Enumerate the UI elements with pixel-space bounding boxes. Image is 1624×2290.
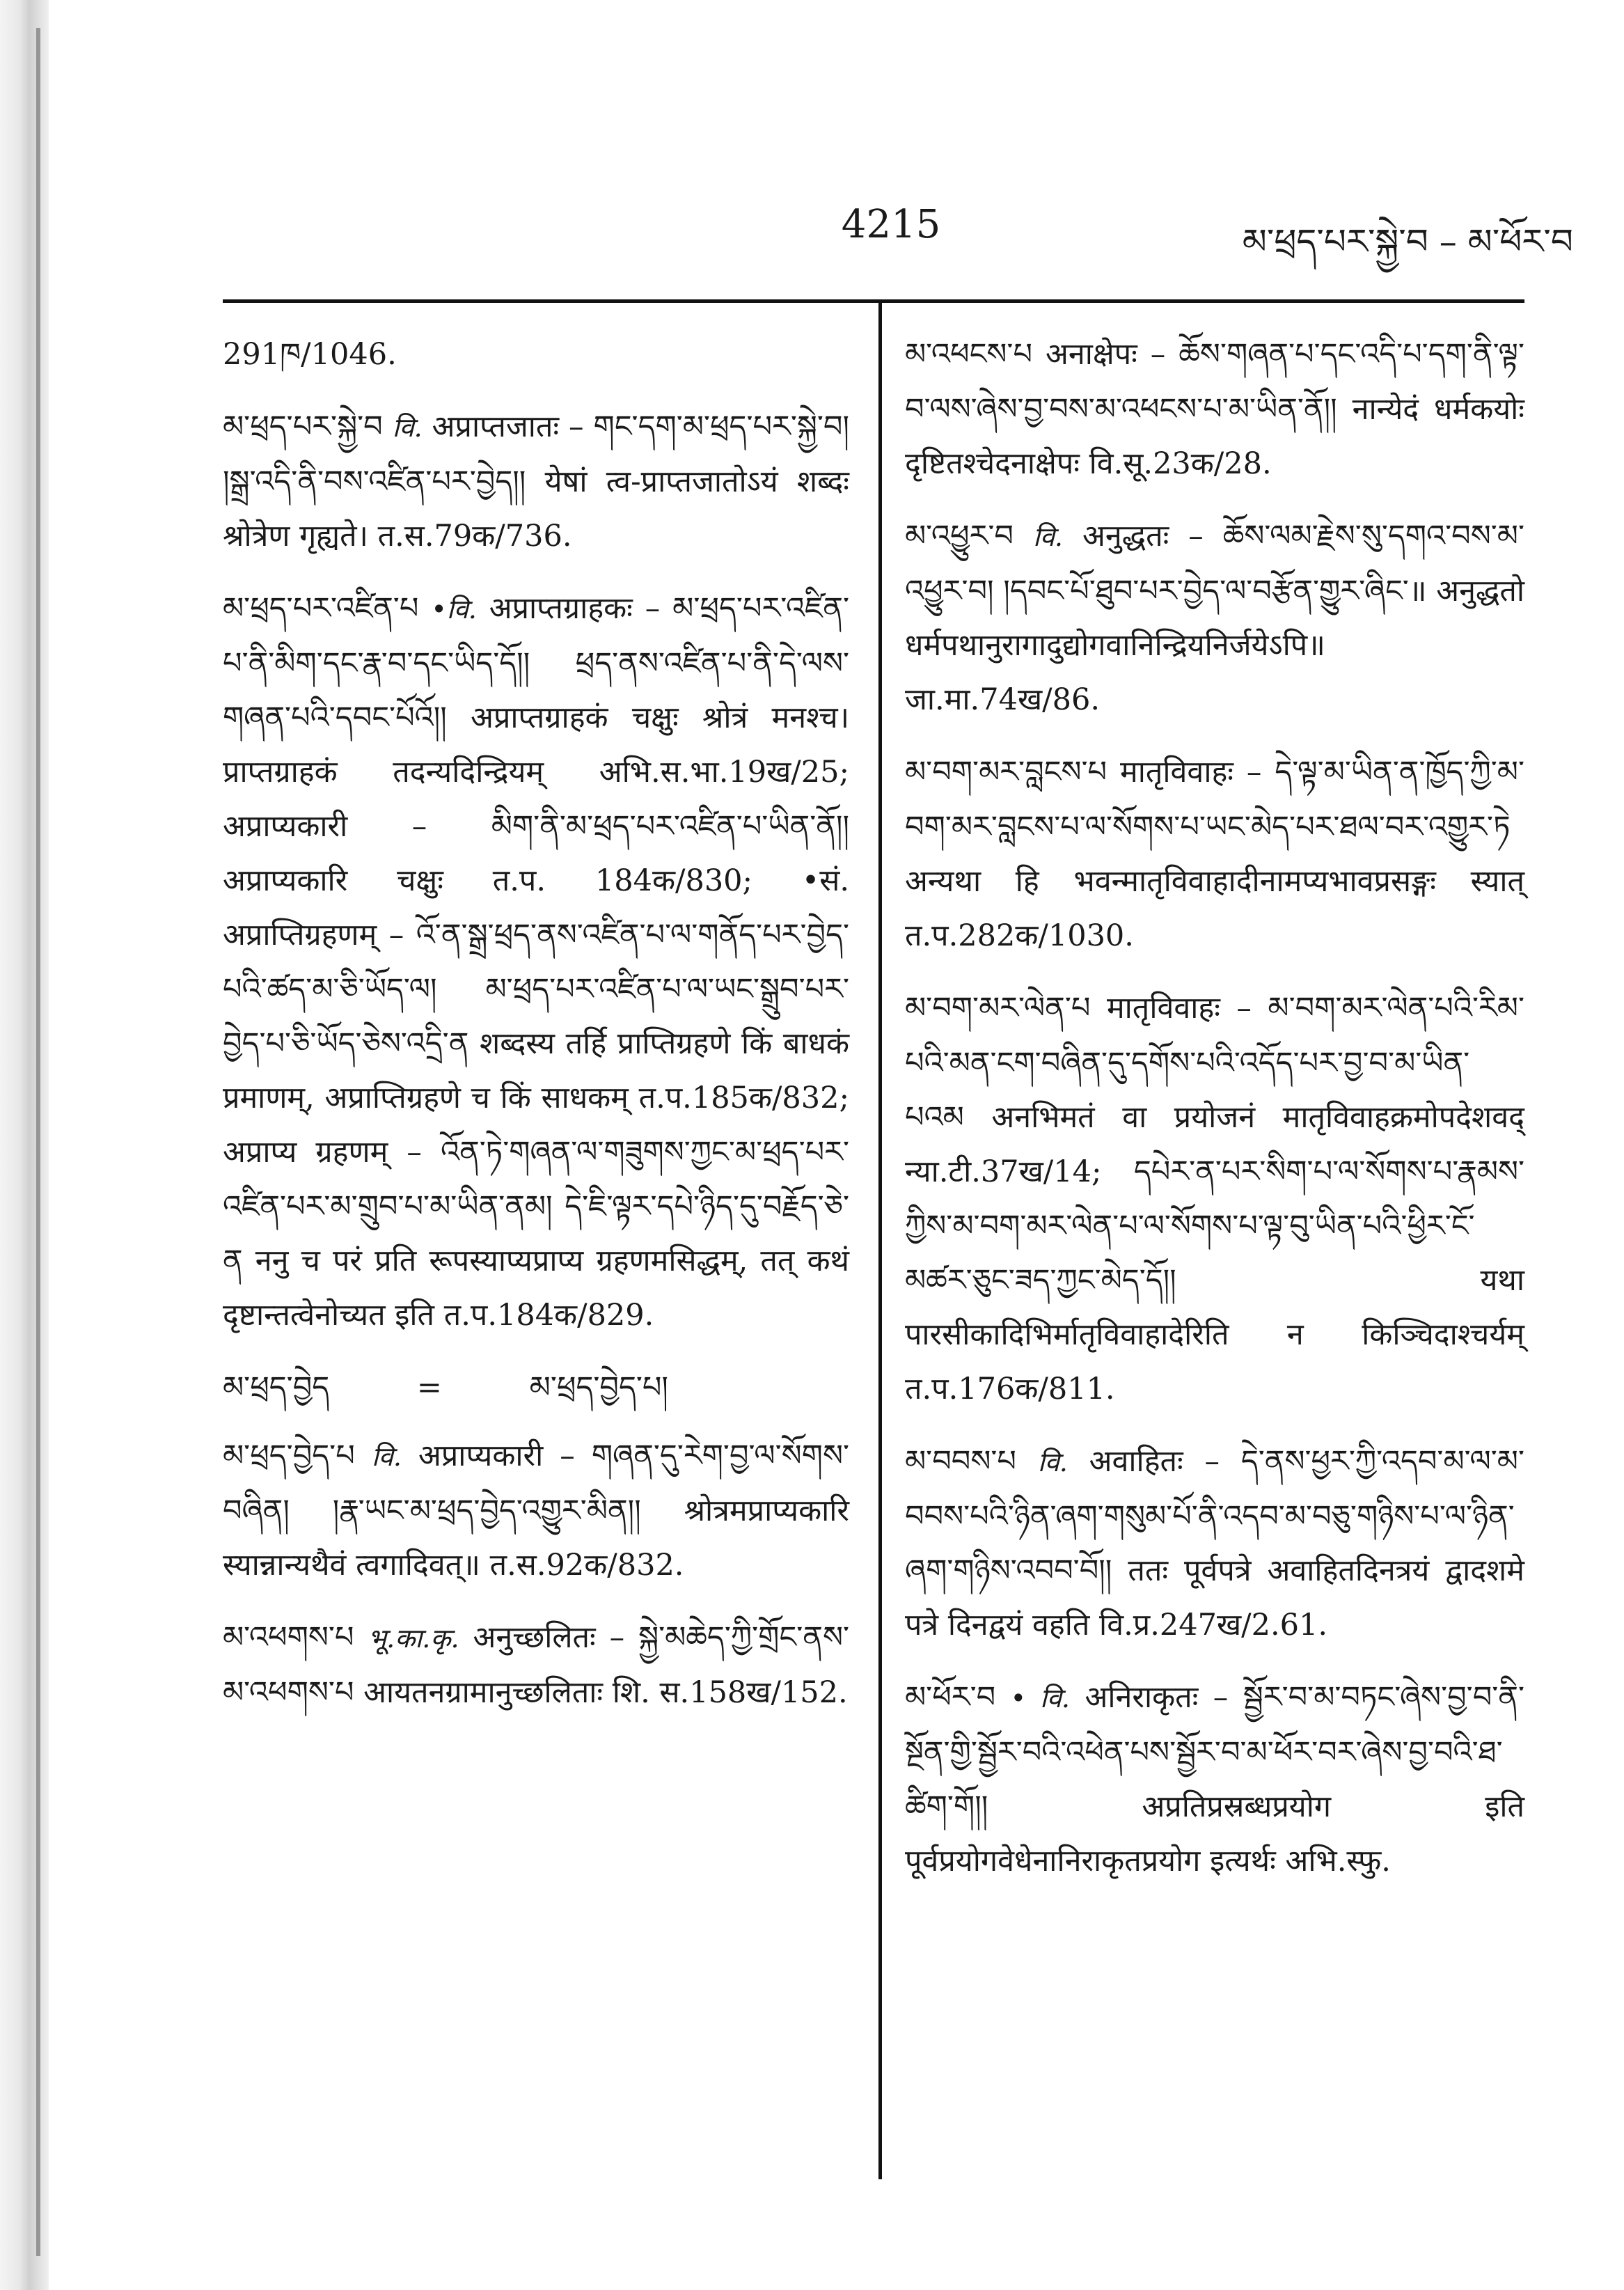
entry-grammar: वि. xyxy=(1032,521,1064,552)
dictionary-entry xyxy=(905,745,1524,963)
entry-body: अनाक्षेपः – ཆོས་གཞན་པ་དང་འདི་པ་དག་ནི་ལྟ་བ་ལས་ཞེས་བྱ་བས་མ་འཕངས་པ་མ་ཡིན་ནོ།། नान्येदं धर्मकयोः दृष्टितश्चेदनाक्षेपः वि.सू.23क/28. xyxy=(905,337,1524,481)
crossref-target: མ་ཕྲད་བྱེད་པ། xyxy=(529,1370,668,1405)
entry-grammar: •वि. xyxy=(431,594,477,625)
entry-body: अनुद्धतः – ཆོས་ལམ་རྗེས་སུ་དགའ་བས་མ་འཕྱུར་བ། །དབང་པོ་ཐུབ་པར་བྱེད་ལ་བརྩོན་གྱུར་ཞིང་॥ अनुद्धतो धर्मपथानुरागादुद्योगवानिन्द्रियनिर्जयेऽपि॥ जा.मा.74ख/86. xyxy=(905,519,1524,717)
entry-body: अवाहितः – དེ་ནས་ཕྱར་ཀྱི་འདབ་མ་ལ་མ་བབས་པའི་ཉིན་ཞག་གསུམ་པོ་ནི་འདབ་མ་བཅུ་གཉིས་པ་ལ་ཉིན་ཞག་གཉིས་འབབ་བོ།། ततः पूर्वपत्रे अवाहितदिनत्रयं द्वादशमे पत्रे दिनद्वयं वहति वि.प्र.247ख/2.61. xyxy=(905,1444,1524,1642)
continuation-ref: 291ཁ/1046. xyxy=(223,337,397,372)
entry-grammar: वि. xyxy=(392,412,423,443)
dictionary-entry xyxy=(905,1434,1524,1652)
entry-headword: མ་འཕགས་པ xyxy=(223,1620,354,1655)
entry-headword: མ་འཕྱུར་བ xyxy=(905,519,1014,554)
entry-headword: མ་ཕྲད་པར་སྐྱེ་བ xyxy=(223,409,383,444)
entry-grammar: वि. xyxy=(1037,1447,1068,1477)
entry-body: मातृविवाहः – དེ་ལྟ་མ་ཡིན་ན་ཁྱོད་ཀྱི་མ་བག་མར་བླངས་པ་ལ་སོགས་པ་ཡང་མེད་པར་ཐལ་བར་འགྱུར་ཏེ अन्यथा हि भवन्मातृविवाहादीनामप्यभावप्रसङ्गः स्यात् त.प.282क/1030. xyxy=(905,755,1524,953)
entry-headword: མ་ཕོར་བ xyxy=(905,1680,996,1715)
right-column xyxy=(905,327,1524,1906)
header-rule xyxy=(223,299,1524,303)
entry-grammar: • वि. xyxy=(1010,1683,1071,1713)
left-column xyxy=(223,327,849,1738)
entry-grammar: वि. xyxy=(371,1441,402,1472)
running-head: མ་ཕྲད་པར་སྐྱེ་བ – མ་ཕོར་བ xyxy=(1242,221,1573,262)
crossref-head: མ་ཕྲད་བྱེད xyxy=(223,1370,330,1405)
dictionary-entry xyxy=(905,509,1524,727)
dictionary-entry xyxy=(223,1429,849,1592)
entry-headword: མ་ཕྲད་པར་འཛིན་པ xyxy=(223,591,419,626)
entry-headword: མ་བབས་པ xyxy=(905,1444,1016,1479)
page-number: 4215 xyxy=(841,202,941,247)
entry-headword: མ་བག་མར་བླངས་པ xyxy=(905,755,1107,790)
column-divider xyxy=(878,299,882,2179)
entry-headword: མ་བག་མར་ལེན་པ xyxy=(905,991,1091,1026)
entry-body: अप्राप्यकारी – གཞན་དུ་རེག་བྱ་ལ་སོགས་བཞིན། །རྣ་ཡང་མ་ཕྲད་བྱེད་འགྱུར་མིན།། श्रोत्रमप्राप्यकारि स्यान्नान्यथैवं त्वगादिवत्॥ त.स.92क/832. xyxy=(223,1438,849,1583)
book-binding-edge xyxy=(0,0,49,2290)
entry-body: अप्राप्तजातः – གང་དག་མ་ཕྲད་པར་སྐྱེ་བ། །སྒྲ་འདི་ནི་བས་འཛིན་པར་བྱེད།། येषां त्व-प्राप्तजातोऽयं शब्दः श्रोत्रेण गृह्यते। त.स.79क/736. xyxy=(223,409,850,554)
dictionary-entry xyxy=(223,1610,849,1720)
entry-headword: མ་ཕྲད་བྱེད་པ xyxy=(223,1438,355,1473)
dictionary-entry xyxy=(223,400,849,563)
dictionary-entry xyxy=(905,327,1524,491)
crossref-sign: = xyxy=(416,1370,442,1405)
entry-headword: མ་འཕངས་པ xyxy=(905,337,1033,372)
dictionary-entry xyxy=(223,581,849,1342)
dictionary-entry xyxy=(905,1670,1524,1888)
entry-body: अप्राप्तग्राहकः – མ་ཕྲད་པར་འཛིན་པ་ནི་མིག་དང་རྣ་བ་དང་ཡིད་དོ།། ཕྲད་ནས་འཛིན་པ་ནི་དེ་ལས་གཞན་པའི་དབང་པོའོ།། अप्राप्तग्राहकं चक्षुः श्रोत्रं मनश्च। प्राप्तग्राहकं तदन्यदिन्द्रियम् अभि.स.भा.19ख/25; अप्राप्यकारी – མིག་ནི་མ་ཕྲད་པར་འཛིན་པ་ཡིན་ནོ།། अप्राप्यकारि चक्षुः त.प. 184क/830; •सं. अप्राप्तिग्रहणम् – འོ་ན་སྒྲ་ཕྲད་ནས་འཛིན་པ་ལ་གནོད་པར་བྱེད་པའི་ཚད་མ་ཅི་ཡོད་ལ། མ་ཕྲད་པར་འཛིན་པ་ལ་ཡང་སྒྲུབ་པར་བྱེད་པ་ཅི་ཡོད་ཅེས་འདྲི་ན शब्दस्य तर्हि प्राप्तिग्रहणे किं बाधकं प्रमाणम्, अप्राप्तिग्रहणे च किं साधकम् त.प.185क/832; अप्राप्य ग्रहणम् – འོན་ཏེ་གཞན་ལ་གཟུགས་ཀྱང་མ་ཕྲད་པར་འཛིན་པར་མ་གྲུབ་པ་མ་ཡིན་ནམ། དེ་ཇི་ལྟར་དཔེ་ཉིད་དུ་བརྗོད་ཅེ་ན ननु च परं प्रति रूपस्याप्यप्राप्य ग्रहणमसिद्धम्, तत् कथं दृष्टान्तत्वेनोच्यत इति त.प.184क/829. xyxy=(223,591,850,1333)
entry-grammar: भू.का.कृ. xyxy=(368,1623,459,1654)
dictionary-entry xyxy=(905,981,1524,1416)
cross-reference xyxy=(223,1360,668,1415)
entry-body: मातृविवाहः – མ་བག་མར་ལེན་པའི་རིམ་པའི་མན་ངག་བཞིན་དུ་དགོས་པའི་འདོད་པར་བྱ་བ་མ་ཡིན་པའམ अनभिमतं वा प्रयोजनं मातृविवाहक्रमोपदेशवद् न्या.टी.37ख/14; དཔེར་ན་པར་སིག་པ་ལ་སོགས་པ་རྣམས་ཀྱིས་མ་བག་མར་ལེན་པ་ལ་སོགས་པ་ལྟ་བུ་ཡིན་པའི་ཕྱིར་ངོ་མཚར་ཅུང་ཟད་ཀྱང་མེད་དོ།། यथा पारसीकादिभिर्मातृविवाहादेरिति न किञ्चिदाश्चर्यम् त.प.176क/811. xyxy=(905,991,1524,1406)
entry-body: अनुच्छलितः – སྐྱེ་མཆེད་ཀྱི་གྲོང་ནས་མ་འཕགས་པ आयतनग्रामानुच्छलिताः शि. स.158ख/152. xyxy=(223,1620,849,1710)
entry-body: अनिराकृतः – སྦྱོར་བ་མ་བཏང་ཞེས་བྱ་བ་ནི་སྔོན་གྱི་སྦྱོར་བའི་འཕེན་པས་སྦྱོར་བ་མ་ཕོར་བར་ཞེས་བྱ་བའི་ཐ་ཚིག་གོ།། अप्रतिप्रस्रब्धप्रयोग इति पूर्वप्रयोगवेधेनानिराकृतप्रयोग इत्यर्थः अभि.स्फु. xyxy=(905,1680,1524,1879)
